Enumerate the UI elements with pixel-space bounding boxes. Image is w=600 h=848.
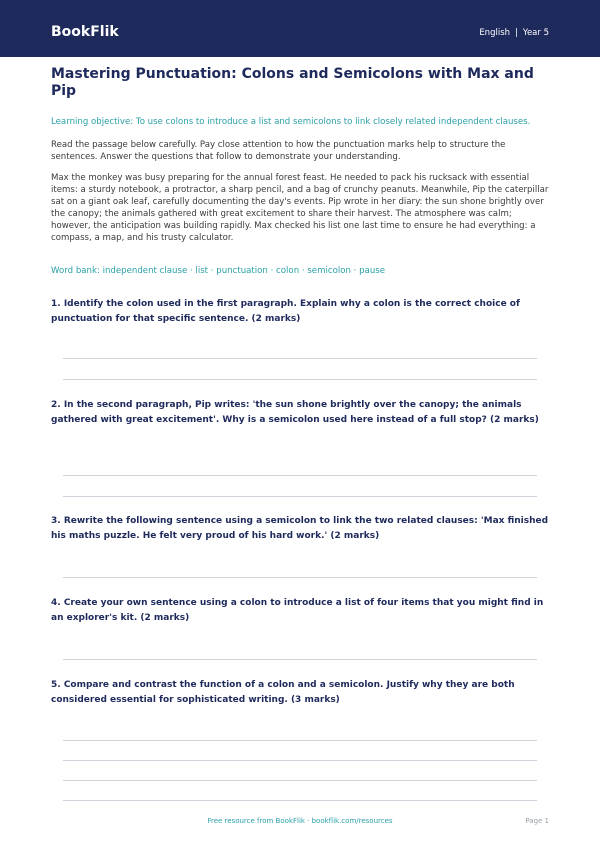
answer-line[interactable]	[63, 780, 537, 781]
answer-line[interactable]	[63, 358, 537, 359]
page-header	[0, 0, 600, 57]
answer-line[interactable]	[63, 659, 537, 660]
word-bank: Word bank: independent clause · list · punctuation · colon · semicolon · pause	[51, 266, 386, 276]
footer-credit: Free resource from BookFlik · bookflik.com/resources	[207, 817, 393, 825]
question-1: 1. Identify the colon used in the first paragraph. Explain why a colon is the correct choice of punctuation for that specific sentence. (2 marks)	[51, 299, 520, 324]
reading-passage: Max the monkey was busy preparing for the annual forest feast. He needed to pack his rucksack with essential items: a sturdy notebook, a protractor, a sharp pencil, and a bag of crunchy peanuts. Meanwhile, Pip the caterpillar sat on a giant oak leaf, carefully documenting the day's events. Pip wrote in her diary: the sun shone brightly over the canopy; the animals gathered with great excitement to share their harvest. The atmosphere was calm; however, the anticipation was building rapidly. Max checked his list one last time to ensure he had everything: a compass, a map, and his trusty calculator.	[51, 173, 549, 243]
question-4: 4. Create your own sentence using a colon to introduce a list of four items that you might find in an explorer's kit. (2 marks)	[51, 598, 544, 623]
subject-year-label	[479, 27, 549, 39]
answer-line[interactable]	[63, 379, 537, 380]
page-number: Page 1	[525, 817, 549, 825]
answer-line[interactable]	[63, 577, 537, 578]
answer-line[interactable]	[63, 496, 537, 497]
question-2: 2. In the second paragraph, Pip writes: 'the sun shone brightly over the canopy; the animals gathered with great excitement'. Why is a semicolon used here instead of a full stop? (2 marks)	[51, 400, 539, 425]
header-separator: |	[515, 28, 518, 38]
answer-line[interactable]	[63, 800, 537, 801]
answer-line[interactable]	[63, 740, 537, 741]
year-label: Year 5	[522, 28, 549, 38]
worksheet-title: Mastering Punctuation: Colons and Semicolons with Max and Pip	[51, 66, 534, 99]
answer-line[interactable]	[63, 475, 537, 476]
learning-objective: Learning objective: To use colons to introduce a list and semicolons to link closely related independent clauses.	[51, 117, 531, 127]
question-3: 3. Rewrite the following sentence using a semicolon to link the two related clauses: 'Max finished his maths puzzle. He felt very proud of his hard work.' (2 marks)	[51, 516, 549, 541]
brand-logo: BookFlik	[51, 24, 119, 40]
question-5: 5. Compare and contrast the function of a colon and a semicolon. Justify why they are both considered essential for sophisticated writing. (3 marks)	[51, 680, 515, 705]
subject-label: English	[479, 28, 511, 38]
instructions-text: Read the passage below carefully. Pay close attention to how the punctuation marks help to structure the sentences. Answer the questions that follow to demonstrate your understanding.	[51, 140, 506, 162]
answer-line[interactable]	[63, 760, 537, 761]
